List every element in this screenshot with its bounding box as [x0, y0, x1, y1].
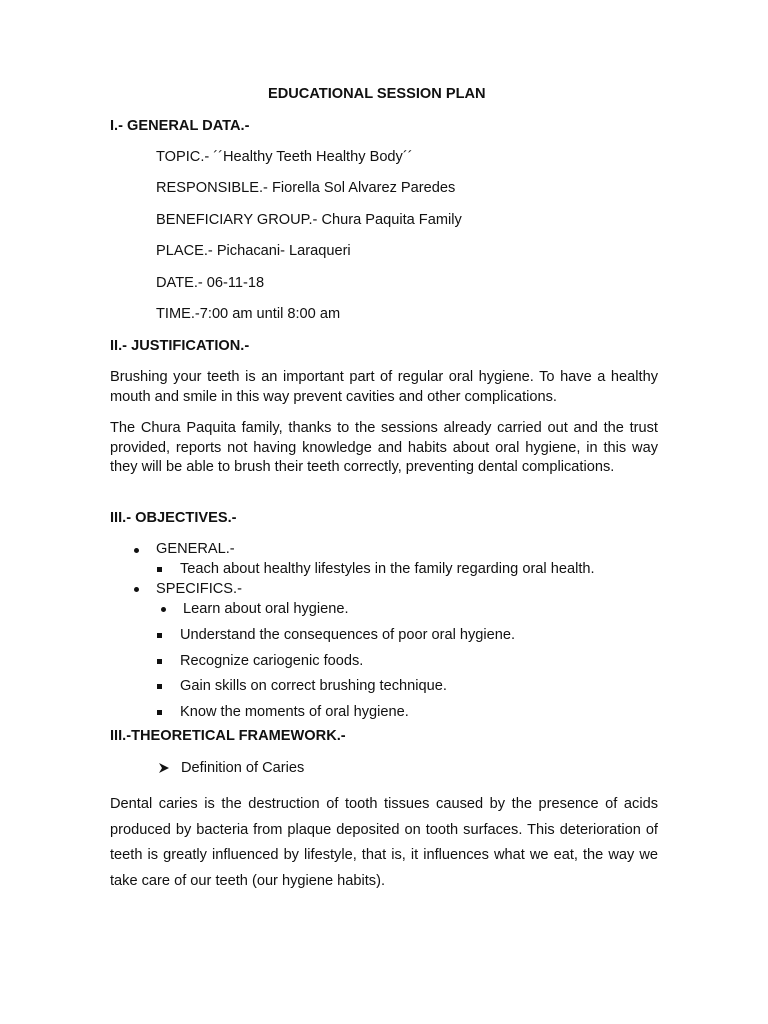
arrowhead-bullet-icon: [158, 762, 170, 774]
square-bullet-icon: [157, 659, 162, 664]
disc-bullet-icon: [134, 587, 139, 592]
document-title: EDUCATIONAL SESSION PLAN: [268, 86, 486, 102]
date-line: DATE.- 06-11-18: [156, 275, 265, 291]
justification-paragraph-1: Brushing your teeth is an important part of regular oral hygiene. To have a healthy mouth and smile in this way prevent cavities and other complications.: [110, 369, 658, 405]
specific-item: Understand the consequences of poor oral hygiene.: [180, 627, 516, 643]
objectives-heading: III.- OBJECTIVES.-: [110, 510, 237, 526]
specific-item: Gain skills on correct brushing technique.: [180, 678, 447, 694]
square-bullet-icon: [157, 710, 162, 715]
specific-item: Learn about oral hygiene.: [183, 601, 349, 617]
place-line: PLACE.- Pichacani- Laraqueri: [156, 243, 351, 259]
general-data-heading: I.- GENERAL DATA.-: [110, 118, 250, 134]
justification-paragraph-2: The Chura Paquita family, thanks to the sessions already carried out and the trust provided, reports not having knowledge and habits about oral hygiene, in this way they will be able to brush their teeth correctly, preventing dental complications.: [110, 420, 658, 475]
justification-heading: II.- JUSTIFICATION.-: [110, 338, 250, 354]
beneficiary-line: BENEFICIARY GROUP.- Chura Paquita Family: [156, 212, 462, 228]
framework-subheading: Definition of Caries: [181, 760, 305, 776]
disc-bullet-icon: [161, 607, 166, 612]
square-bullet-icon: [157, 684, 162, 689]
specific-item: Know the moments of oral hygiene.: [180, 704, 409, 720]
general-objective-label: GENERAL.-: [156, 541, 235, 557]
time-line: TIME.-7:00 am until 8:00 am: [156, 306, 341, 322]
square-bullet-icon: [157, 567, 162, 572]
framework-paragraph-1: Dental caries is the destruction of tooth tissues caused by the presence of acids produced by bacteria from plaque deposited on tooth surfaces. This deterioration of teeth is greatly influenced by lifestyle, that is, it influences what we eat, the way we take care of our teeth (our hygiene habits).: [110, 796, 658, 889]
responsible-line: RESPONSIBLE.- Fiorella Sol Alvarez Paredes: [156, 180, 456, 196]
general-objective-item: Teach about healthy lifestyles in the family regarding oral health.: [180, 561, 595, 577]
specific-item: Recognize cariogenic foods.: [180, 653, 364, 669]
disc-bullet-icon: [134, 548, 139, 553]
theoretical-framework-heading: III.-THEORETICAL FRAMEWORK.-: [110, 728, 346, 744]
square-bullet-icon: [157, 633, 162, 638]
topic-line: TOPIC.- ´´Healthy Teeth Healthy Body´´: [156, 149, 413, 165]
specifics-label: SPECIFICS.-: [156, 581, 242, 597]
